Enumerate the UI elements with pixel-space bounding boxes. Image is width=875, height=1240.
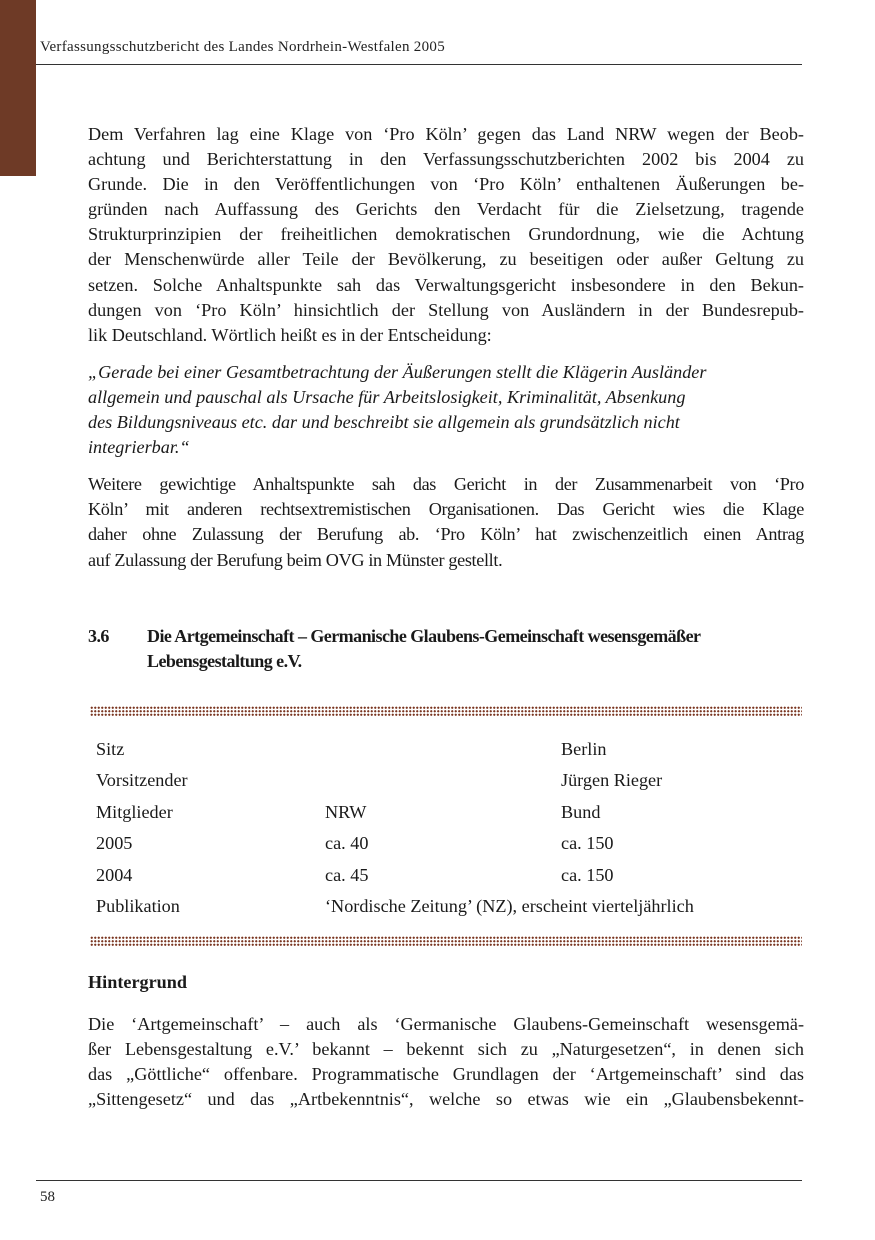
section-title-line: Lebensgestaltung e.V. bbox=[147, 651, 302, 671]
fact-label: 2005 bbox=[96, 833, 133, 854]
paragraph-line: Dem Verfahren lag eine Klage von ‘Pro Köln’ gegen das Land NRW wegen der Beob- bbox=[88, 124, 804, 144]
section-number: 3.6 bbox=[88, 626, 109, 646]
facts-row bbox=[96, 770, 802, 801]
running-header: Verfassungsschutzbericht des Landes Nordrhein-Westfalen 2005 bbox=[40, 39, 446, 55]
paragraph-line: auf Zulassung der Berufung beim OVG in Münster gestellt. bbox=[88, 549, 503, 570]
facts-row bbox=[96, 739, 802, 770]
fact-label: Sitz bbox=[96, 739, 125, 759]
background-heading: Hintergrund bbox=[88, 972, 188, 992]
fact-label: Publikation bbox=[96, 895, 180, 916]
paragraph-line: Die ‘Artgemeinschaft’ – auch als ‘Germanische Glaubens-Gemeinschaft wesensgemä- bbox=[88, 1014, 804, 1034]
section-title bbox=[147, 624, 807, 674]
paragraph-line: „Sittengesetz“ und das „Artbekenntnis“, welche so etwas wie ein „Glaubensbekennt- bbox=[88, 1089, 804, 1110]
facts-row bbox=[96, 896, 802, 927]
fact-nrw: ‘Nordische Zeitung’ (NZ), erscheint vierteljährlich bbox=[325, 895, 694, 916]
fact-bund: Jürgen Rieger bbox=[561, 770, 663, 791]
quote-line: allgemein und pauschal als Ursache für Arbeitslosigkeit, Kriminalität, Absenkung bbox=[88, 386, 686, 407]
fact-nrw: ca. 40 bbox=[325, 833, 369, 854]
paragraph-line: Grunde. Die in den Veröffentlichungen von ‘Pro Köln’ enthaltenen Äußerungen be- bbox=[88, 174, 804, 195]
facts-row bbox=[96, 865, 802, 896]
fact-bund: Berlin bbox=[561, 739, 607, 759]
quote-line: des Bildungsniveaus etc. dar und beschreibt sie allgemein als grundsätzlich nicht bbox=[88, 412, 680, 433]
fact-bund: ca. 150 bbox=[561, 864, 614, 885]
paragraph-line: Strukturprinzipien der freiheitlichen demokratischen Grundordnung, wie die Achtung bbox=[88, 224, 804, 245]
paragraph-line: daher ohne Zulassung der Berufung ab. ‘Pro Köln’ hat zwischenzeitlich einen Antrag bbox=[88, 524, 804, 545]
page-number: 58 bbox=[40, 1189, 55, 1205]
background-section bbox=[88, 1012, 804, 1112]
paragraph-line: dungen von ‘Pro Köln’ hinsichtlich der Stellung von Ausländern in der Bundesrepub- bbox=[88, 299, 804, 320]
facts-row bbox=[96, 833, 802, 864]
facts-table bbox=[96, 739, 802, 927]
followup-paragraph bbox=[88, 472, 804, 572]
paragraph-line: gründen nach Auffassung des Gerichts den Verdacht für die Zielsetzung, tragende bbox=[88, 199, 804, 220]
header-rule bbox=[36, 64, 802, 65]
paragraph-line: lik Deutschland. Wörtlich heißt es in der Entscheidung: bbox=[88, 324, 492, 345]
section-title-line: Die Artgemeinschaft – Germanische Glaubens-Gemeinschaft wesensgemäßer bbox=[147, 626, 701, 646]
fact-nrw: NRW bbox=[325, 801, 367, 822]
fact-label: Mitglieder bbox=[96, 801, 173, 822]
fact-nrw: ca. 45 bbox=[325, 864, 369, 885]
main-content bbox=[88, 122, 804, 573]
paragraph-line: Köln’ mit anderen rechtsextremistischen Organisationen. Das Gericht wies die Klage bbox=[88, 499, 804, 520]
paragraph-line: setzen. Solche Anhaltspunkte sah das Verwaltungsgericht insbesondere in den Bekun- bbox=[88, 274, 804, 295]
fact-label: 2004 bbox=[96, 864, 133, 885]
footer-rule bbox=[36, 1180, 802, 1181]
court-quote bbox=[88, 360, 804, 460]
fact-bund: Bund bbox=[561, 801, 601, 822]
paragraph-line: das „Göttliche“ offenbare. Programmatische Grundlagen der ‘Artgemeinschaft’ sind das bbox=[88, 1064, 804, 1085]
paragraph-line: achtung und Berichterstattung in den Verfassungsschutzberichten 2002 bis 2004 zu bbox=[88, 149, 804, 170]
background-paragraph bbox=[88, 1012, 804, 1112]
dotted-rule-bottom bbox=[90, 936, 802, 946]
quote-line: integrierbar.“ bbox=[88, 437, 190, 458]
chapter-color-tab bbox=[0, 0, 36, 176]
quote-line: „Gerade bei einer Gesamtbetrachtung der Äußerungen stellt die Klägerin Ausländer bbox=[88, 361, 707, 382]
fact-bund: ca. 150 bbox=[561, 833, 614, 854]
intro-paragraph bbox=[88, 122, 804, 348]
paragraph-line: der Menschenwürde aller Teile der Bevölkerung, zu beseitigen oder außer Geltung zu bbox=[88, 249, 804, 270]
fact-label: Vorsitzender bbox=[96, 770, 188, 791]
dotted-rule-top bbox=[90, 706, 802, 716]
facts-row bbox=[96, 802, 802, 833]
paragraph-line: Weitere gewichtige Anhaltspunkte sah das Gericht in der Zusammenarbeit von ‘Pro bbox=[88, 474, 804, 495]
paragraph-line: ßer Lebensgestaltung e.V.’ bekannt – bekennt sich zu „Naturgesetzen“, in denen sich bbox=[88, 1039, 804, 1060]
